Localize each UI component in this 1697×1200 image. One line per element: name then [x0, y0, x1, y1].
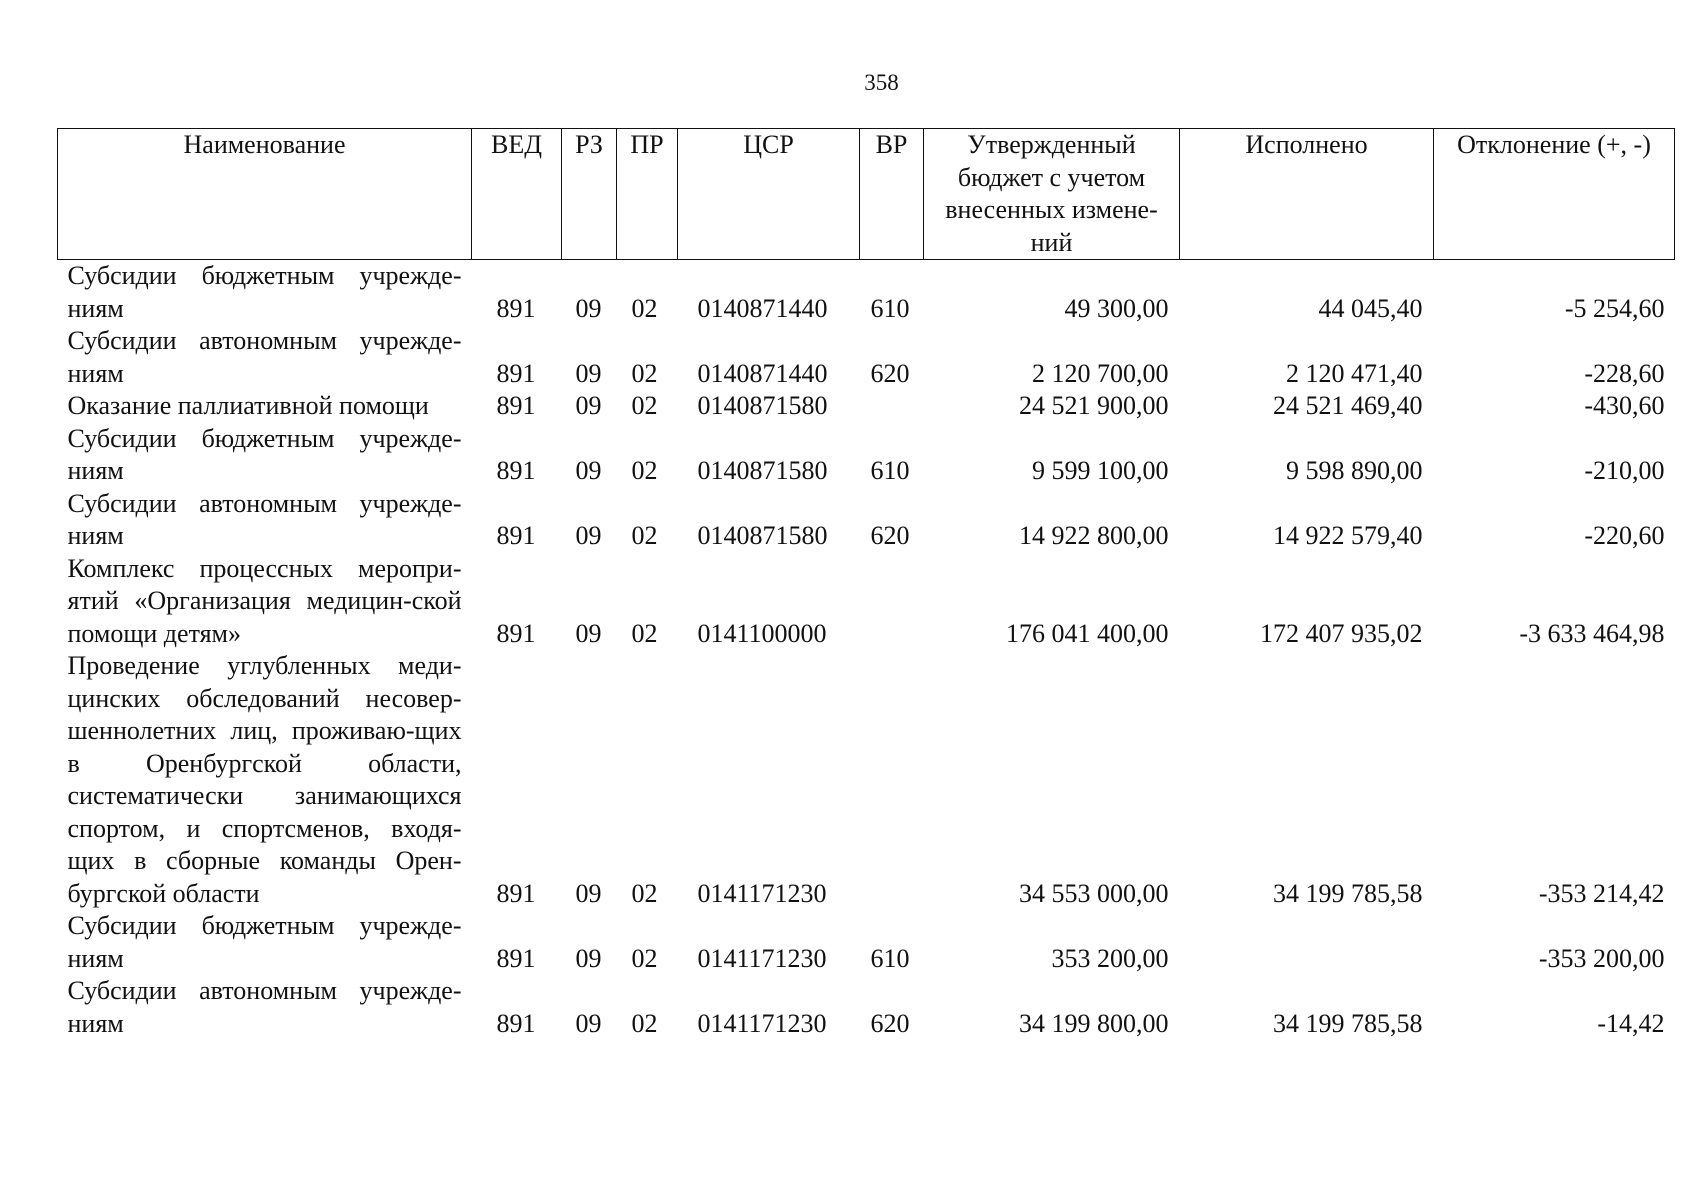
row-pr: 02 [631, 618, 658, 648]
row-executed: 24 521 469,40 [1273, 391, 1423, 420]
header-vr: ВР [860, 129, 924, 260]
row-rz: 09 [575, 878, 602, 908]
table-row [58, 975, 1675, 1040]
row-approved: 176 041 400,00 [1006, 618, 1169, 648]
row-ved: 891 [496, 293, 536, 323]
table-row [58, 650, 1675, 910]
row-name: Проведение углубленных меди-цинских обследований несовер-шеннолетних лиц, проживаю-щих в Оренбургской области, систематически занимающихся спортом, и спортсменов, входя-щих в сборные команды Орен-бургской области [67, 651, 462, 908]
row-rz: 09 [575, 293, 602, 323]
row-csr: 0141171230 [697, 1008, 827, 1038]
row-ved: 891 [496, 878, 536, 908]
row-vr: 610 [870, 293, 910, 323]
row-executed: 2 120 471,40 [1286, 358, 1423, 388]
row-approved: 353 200,00 [1051, 943, 1169, 973]
row-approved: 49 300,00 [1064, 293, 1169, 323]
row-csr: 0140871580 [697, 391, 828, 420]
row-csr: 0141171230 [697, 943, 827, 973]
row-rz: 09 [575, 521, 602, 550]
row-name: Субсидии бюджетным учрежде-ниям [67, 423, 462, 485]
header-name: Наименование [58, 129, 472, 260]
row-rz: 09 [575, 456, 602, 485]
header-rz: РЗ [562, 129, 617, 260]
row-name: Субсидии автономным учрежде-ниям [67, 976, 462, 1038]
row-executed: 9 598 890,00 [1286, 456, 1423, 485]
row-pr: 02 [631, 878, 658, 908]
row-deviation: -353 200,00 [1538, 943, 1665, 973]
row-ved: 891 [496, 521, 536, 550]
header-executed: Исполнено [1180, 129, 1434, 260]
header-ved: ВЕД [472, 129, 562, 260]
row-approved: 2 120 700,00 [1032, 358, 1169, 388]
row-name: Субсидии бюджетным учрежде-ниям [67, 911, 462, 973]
table-row [58, 910, 1675, 975]
table-row [58, 553, 1675, 651]
row-rz: 09 [575, 358, 602, 388]
row-approved: 24 521 900,00 [1019, 391, 1169, 420]
row-ved: 891 [496, 943, 536, 973]
row-rz: 09 [575, 943, 602, 973]
row-deviation: -353 214,42 [1538, 878, 1665, 908]
row-pr: 02 [631, 456, 658, 485]
row-csr: 0140871580 [697, 456, 828, 485]
row-rz: 09 [575, 391, 602, 420]
row-vr [860, 650, 924, 910]
row-pr: 02 [631, 293, 658, 323]
row-ved: 891 [496, 1008, 536, 1038]
header-deviation: Отклонение (+, -) [1434, 129, 1675, 260]
row-vr: 610 [870, 943, 910, 973]
row-deviation: -3 633 464,98 [1519, 618, 1665, 648]
row-ved: 891 [496, 391, 536, 420]
row-csr: 0140871440 [697, 293, 828, 323]
row-executed: 44 045,40 [1318, 293, 1423, 323]
row-ved: 891 [496, 618, 536, 648]
row-csr: 0140871580 [697, 521, 828, 550]
row-executed: 172 407 935,02 [1260, 618, 1423, 648]
table-row [58, 423, 1675, 488]
header-approved-budget: Утвержденный бюджет с учетом внесенных измене-ний [924, 129, 1180, 260]
row-deviation: -430,60 [1584, 391, 1665, 420]
row-executed: 34 199 785,58 [1273, 878, 1423, 908]
table-row [58, 390, 1675, 423]
row-rz: 09 [575, 1008, 602, 1038]
table-row [58, 488, 1675, 553]
row-pr: 02 [631, 1008, 658, 1038]
row-executed: 34 199 785,58 [1273, 1008, 1423, 1038]
row-deviation: -220,60 [1584, 521, 1665, 550]
row-deviation: -5 254,60 [1564, 293, 1665, 323]
row-ved: 891 [496, 358, 536, 388]
row-deviation: -14,42 [1597, 1008, 1665, 1038]
row-pr: 02 [631, 521, 658, 550]
row-approved: 14 922 800,00 [1019, 521, 1169, 550]
row-vr: 620 [870, 521, 910, 550]
page-number: 358 [864, 70, 899, 95]
row-name: Субсидии бюджетным учрежде-ниям [67, 261, 462, 323]
row-pr: 02 [631, 358, 658, 388]
row-vr [860, 553, 924, 651]
row-approved: 9 599 100,00 [1032, 456, 1169, 485]
table-row [58, 260, 1675, 326]
table-row [58, 325, 1675, 390]
row-pr: 02 [631, 391, 658, 420]
row-ved: 891 [496, 456, 536, 485]
row-vr: 620 [870, 358, 910, 388]
row-name: Субсидии автономным учрежде-ниям [67, 326, 462, 388]
row-approved: 34 199 800,00 [1019, 1008, 1169, 1038]
row-deviation: -228,60 [1584, 358, 1665, 388]
row-name: Комплекс процессных меропри-ятий «Организация медицин-ской помощи детям» [67, 553, 462, 648]
table-header-row [58, 129, 1675, 260]
row-rz: 09 [575, 618, 602, 648]
header-csr: ЦСР [678, 129, 860, 260]
row-deviation: -210,00 [1584, 456, 1665, 485]
row-pr: 02 [631, 943, 658, 973]
row-executed: 14 922 579,40 [1273, 521, 1423, 550]
row-vr [860, 390, 924, 423]
row-name: Оказание паллиативной помощи [67, 391, 429, 420]
row-executed [1180, 910, 1434, 975]
row-name: Субсидии автономным учрежде-ниям [67, 488, 462, 550]
row-vr: 620 [870, 1008, 910, 1038]
row-vr: 610 [870, 456, 910, 485]
row-csr: 0140871440 [697, 358, 828, 388]
row-csr: 0141171230 [697, 878, 827, 908]
header-pr: ПР [617, 129, 678, 260]
row-csr: 0141100000 [697, 618, 827, 648]
budget-execution-table [57, 128, 1675, 1040]
row-approved: 34 553 000,00 [1019, 878, 1169, 908]
